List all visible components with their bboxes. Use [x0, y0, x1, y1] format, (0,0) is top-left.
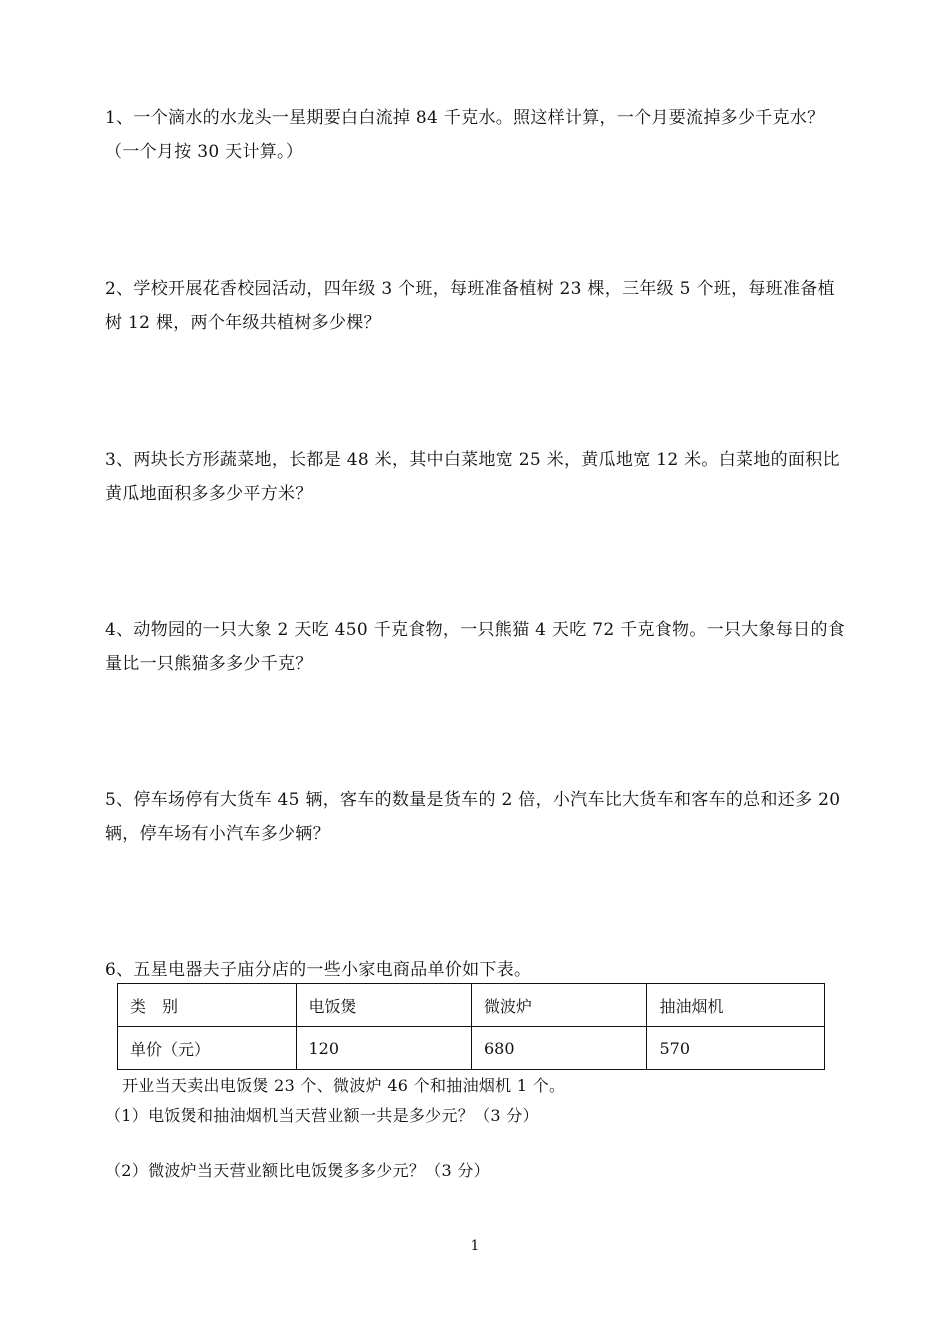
sub-question-1: （1）电饭煲和抽油烟机当天营业额一共是多少元？（3 分） [105, 1106, 539, 1125]
price-microwave: 680 [471, 1027, 646, 1070]
question-4: 4、动物园的一只大象 2 天吃 450 千克食物，一只熊猫 4 天吃 72 千克食物。一只大象每日的食量比一只熊猫多多少千克？ [105, 620, 846, 674]
question-6: 6、五星电器夫子庙分店的一些小家电商品单价如下表。 [105, 960, 532, 980]
page-number: 1 [470, 1238, 480, 1254]
sub-question-2: （2）微波炉当天营业额比电饭煲多多少元？（3 分） [105, 1161, 490, 1180]
price-table [117, 983, 825, 1070]
table-header-row [118, 984, 825, 1027]
table-row [118, 1027, 825, 1070]
header-category: 类 别 [118, 984, 297, 1027]
header-range-hood: 抽油烟机 [647, 984, 825, 1027]
header-microwave: 微波炉 [471, 984, 646, 1027]
header-rice-cooker: 电饭煲 [296, 984, 471, 1027]
question-2: 2、学校开展花香校园活动，四年级 3 个班，每班准备植树 23 棵，三年级 5 个班，每班准备植树 12 棵，两个年级共植树多少棵？ [105, 279, 835, 333]
question-5: 5、停车场停有大货车 45 辆，客车的数量是货车的 2 倍，小汽车比大货车和客车的总和还多 20 辆，停车场有小汽车多少辆？ [105, 790, 841, 844]
sales-statement: 开业当天卖出电饭煲 23 个、微波炉 46 个和抽油烟机 1 个。 [122, 1076, 566, 1095]
price-rice-cooker: 120 [296, 1027, 471, 1070]
price-range-hood: 570 [647, 1027, 825, 1070]
row-label-unit-price: 单价（元） [118, 1027, 297, 1070]
question-3: 3、两块长方形蔬菜地，长都是 48 米，其中白菜地宽 25 米，黄瓜地宽 12 米。白菜地的面积比黄瓜地面积多多少平方米？ [105, 450, 840, 504]
question-1: 1、一个滴水的水龙头一星期要白白流掉 84 千克水。照这样计算，一个月要流掉多少千克水？（一个月按 30 天计算。） [105, 108, 825, 162]
